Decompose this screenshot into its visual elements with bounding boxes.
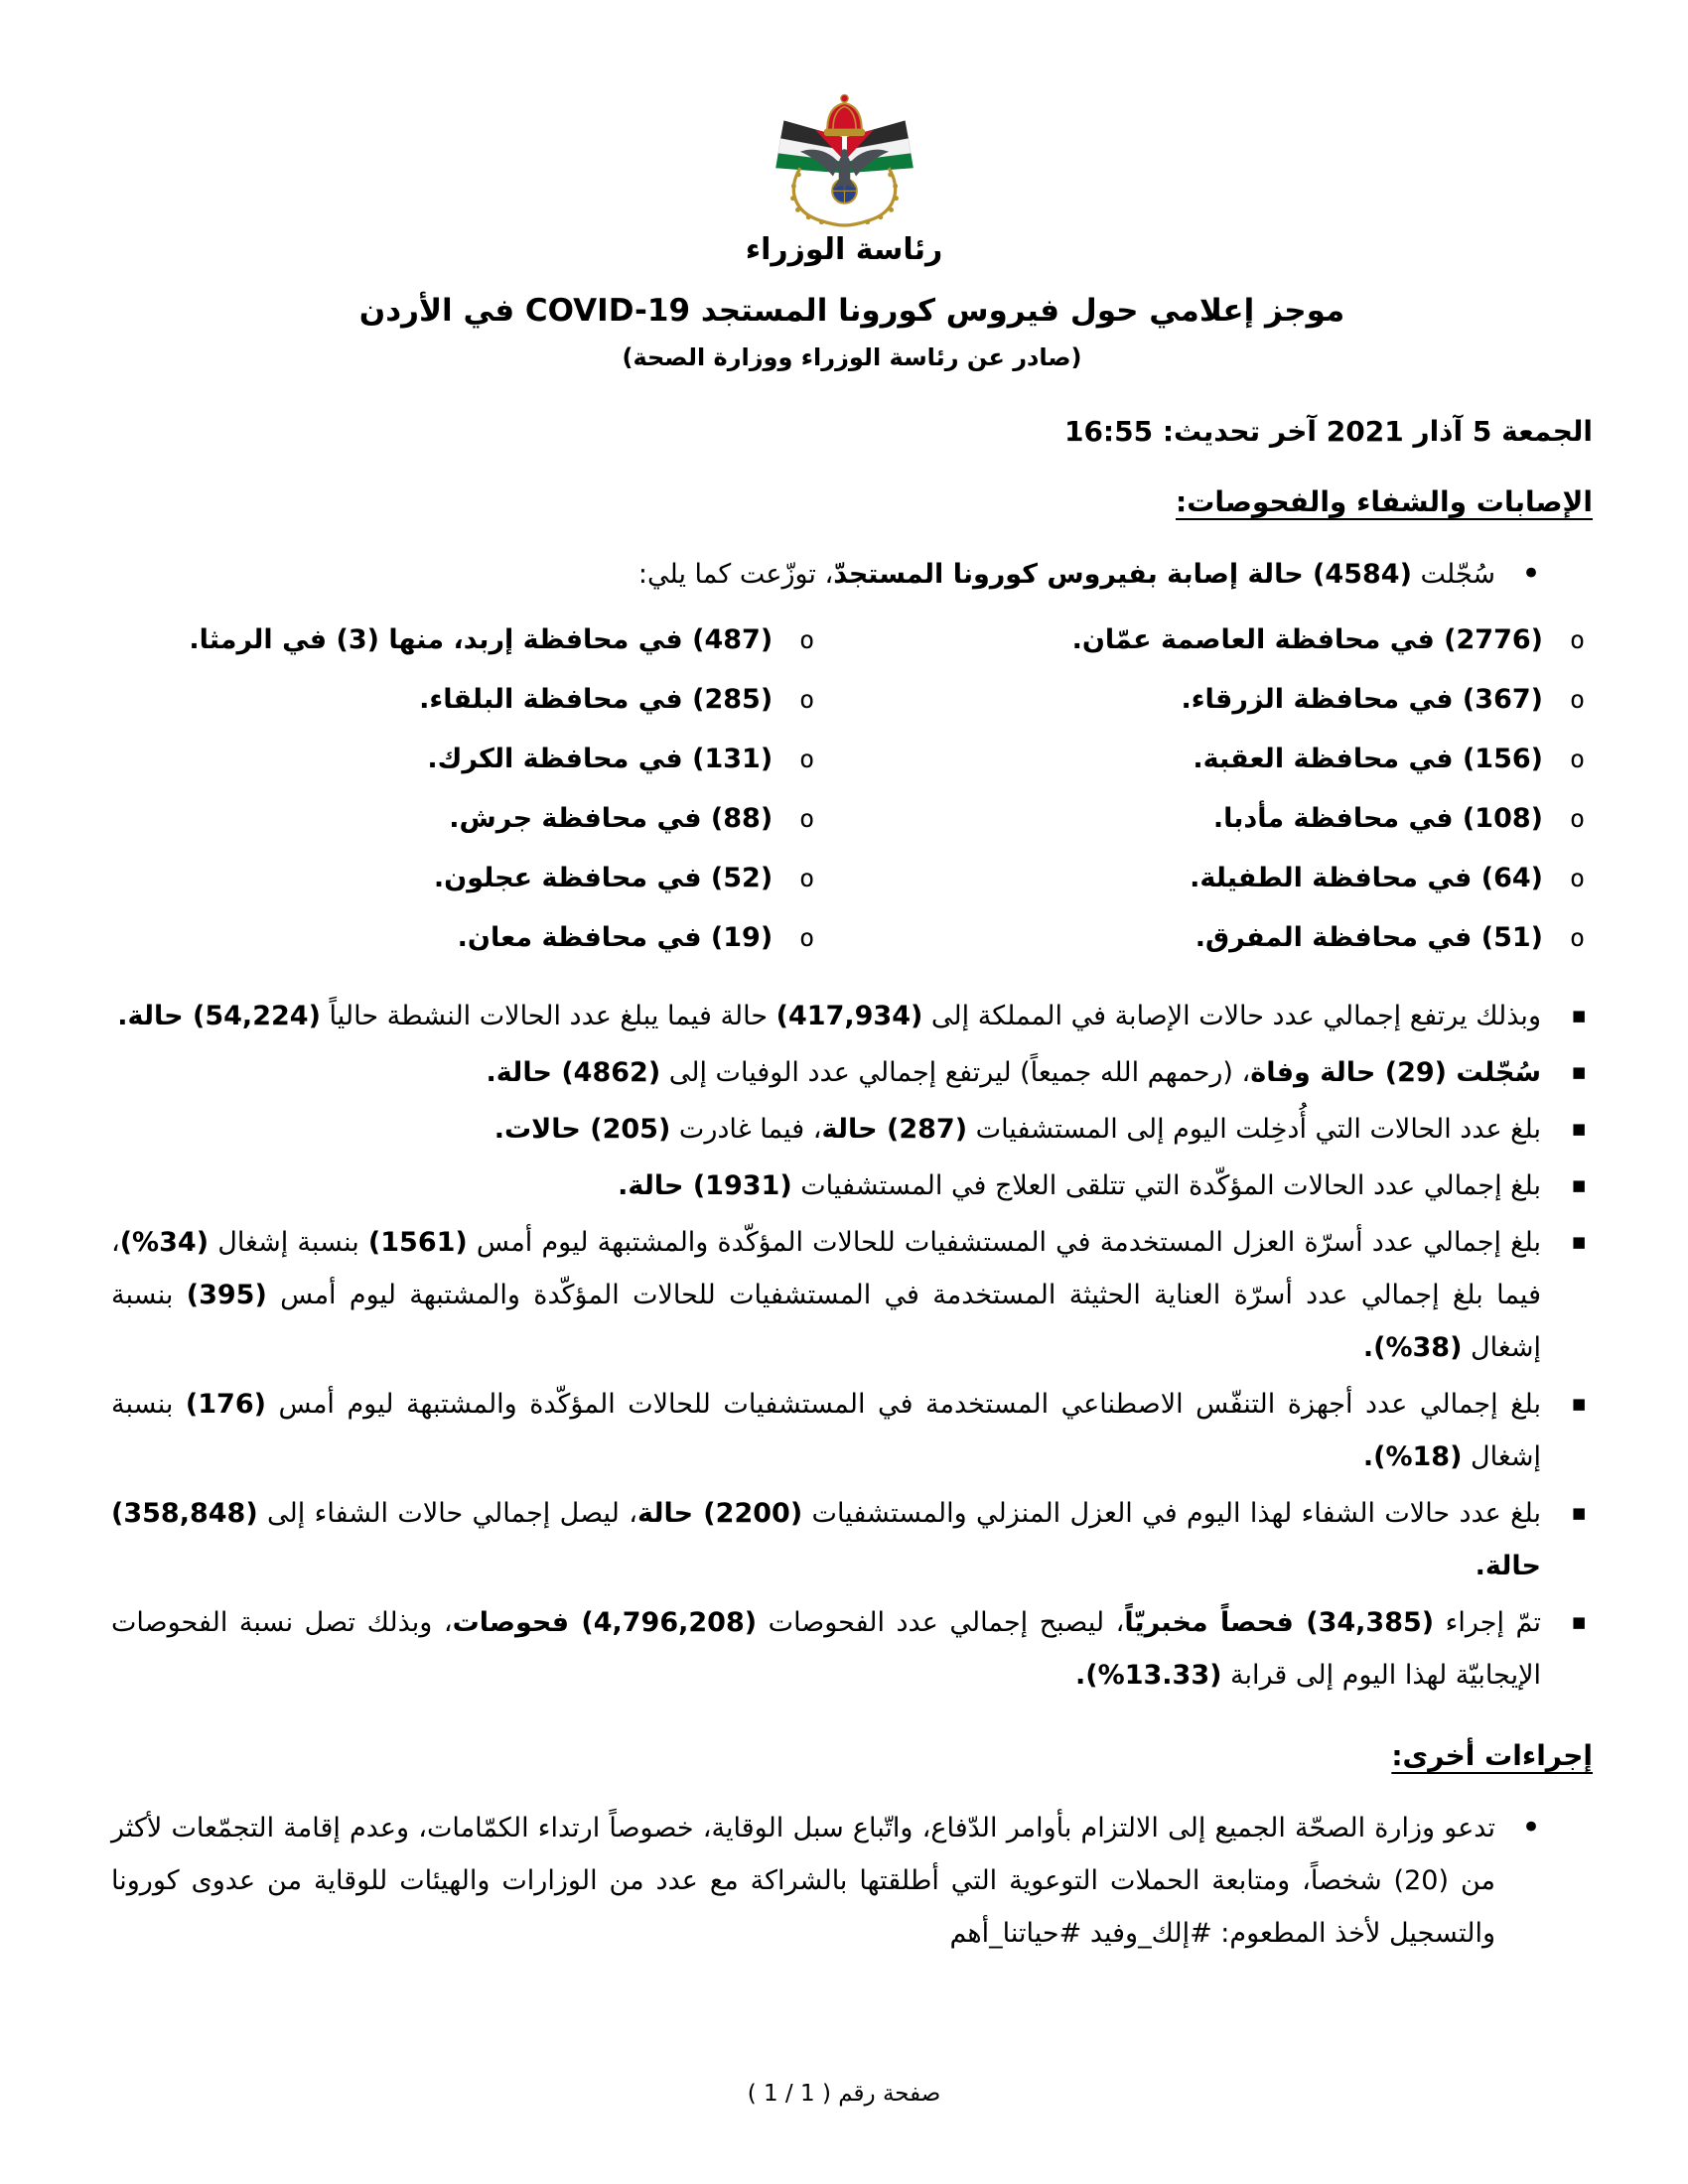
governorate-text: (88) في محافظة جرش.: [449, 803, 774, 834]
governorate-item: [822, 908, 1593, 968]
governorate-text: (131) في محافظة الكرك.: [427, 744, 774, 774]
stat-text: بلغ عدد حالات الشفاء لهذا اليوم في العزل المنزلي والمستشفيات (2200) حالة، ليصل إجمالي حالات الشفاء إلى (358,848) حالة.: [111, 1498, 1541, 1581]
jordan-coat-of-arms-icon: [763, 89, 926, 230]
intro-bullet: [111, 548, 1593, 601]
circle-bullet-icon: o: [1569, 625, 1585, 654]
other-bullet: [111, 1802, 1593, 1960]
governorate-item: [822, 611, 1593, 670]
governorate-item: [111, 849, 822, 908]
governorate-text: (19) في محافظة معان.: [457, 922, 774, 953]
square-bullet-icon: ▪: [1571, 1609, 1587, 1635]
governorate-item: [111, 611, 822, 670]
square-bullet-icon: ▪: [1571, 1003, 1587, 1028]
other-section-heading: إجراءات أخرى:: [1391, 1739, 1593, 1772]
round-bullet-icon: •: [1520, 1808, 1541, 1847]
square-bullet-icon: ▪: [1571, 1172, 1587, 1198]
other-bullet-text: تدعو وزارة الصحّة الجميع إلى الالتزام بأوامر الدّفاع، واتّباع سبل الوقاية، خصوصاً ارتداء الكمّامات، وعدم إقامة التجمّعات لأكثر من (20) شخصاً، ومتابعة الحملات التوعوية التي أطلقتها بالشراكة مع عدد من الوزارات والهيئات للوقاية من عدوى كورونا والتسجيل لأخذ المطعوم: #إلك_وفيد #حياتنا_أهم: [111, 1813, 1495, 1949]
circle-bullet-icon: o: [799, 923, 815, 952]
logo-block: [0, 0, 1688, 267]
stat-item-deaths: [111, 1046, 1593, 1099]
governorate-item: [111, 670, 822, 730]
stat-text: بلغ عدد الحالات التي أُدخِلت اليوم إلى المستشفيات (287) حالة، فيما غادرت (205) حالات.: [493, 1114, 1541, 1145]
circle-bullet-icon: o: [1569, 864, 1585, 892]
pm-calligraphy-text: رئاسة الوزراء: [745, 232, 943, 267]
governorate-text: (156) في محافظة العقبة.: [1193, 744, 1543, 774]
stat-text: تمّ إجراء (34,385) فحصاً مخبريّاً، ليصبح إجمالي عدد الفحوصات (4,796,208) فحوصات، وبذلك تصل نسبة الفحوصات الإيجابيّة لهذا اليوم إلى قرابة (13.33%).: [111, 1607, 1542, 1691]
governorate-item: [822, 849, 1593, 908]
circle-bullet-icon: o: [1569, 685, 1585, 714]
stat-text: بلغ إجمالي عدد الحالات المؤكّدة التي تتلقى العلاج في المستشفيات (1931) حالة.: [618, 1170, 1541, 1201]
stat-text: بلغ إجمالي عدد أسرّة العزل المستخدمة في المستشفيات للحالات المؤكّدة والمشتبهة ليوم أمس (1561) بنسبة إشغال (34%)، فيما بلغ إجمالي عدد أسرّة العناية الحثيثة المستخدمة في المستشفيات للحالات المؤكّدة والمشتبهة ليوم أمس (395) بنسبة إشغال (38%).: [111, 1227, 1541, 1363]
square-bullet-icon: ▪: [1571, 1059, 1587, 1085]
governorate-text: (2776) في محافظة العاصمة عمّان.: [1071, 624, 1543, 655]
stat-text: وبذلك يرتفع إجمالي عدد حالات الإصابة في المملكة إلى (417,934) حالة فيما يبلغ عدد الحالات النشطة حالياً (54,224) حالة.: [117, 1001, 1541, 1031]
date-line: الجمعة 5 آذار 2021 آخر تحديث: 16:55: [1063, 415, 1593, 448]
governorates-list: [111, 611, 1593, 968]
square-bullet-icon: ▪: [1571, 1391, 1587, 1417]
governorate-item: [111, 789, 822, 849]
stat-item-hospitalized: [111, 1160, 1593, 1212]
governorate-text: (108) في محافظة مأدبا.: [1212, 803, 1543, 834]
stats-section-heading: الإصابات والشفاء والفحوصات:: [1176, 485, 1593, 518]
governorate-item: [822, 789, 1593, 849]
governorate-item: [822, 670, 1593, 730]
stat-item-hospital-admissions: [111, 1103, 1593, 1156]
circle-bullet-icon: o: [799, 864, 815, 892]
stats-list: [111, 990, 1593, 1702]
stat-text: بلغ إجمالي عدد أجهزة التنفّس الاصطناعي المستخدمة في المستشفيات للحالات المؤكّدة والمشتبهة ليوم أمس (176) بنسبة إشغال (18%).: [111, 1389, 1541, 1472]
circle-bullet-icon: o: [799, 625, 815, 654]
square-bullet-icon: ▪: [1571, 1229, 1587, 1255]
governorate-text: (64) في محافظة الطفيلة.: [1190, 863, 1543, 893]
governorate-item: [111, 730, 822, 789]
document-subtitle: (صادر عن رئاسة الوزراء ووزارة الصحة): [622, 343, 1082, 371]
circle-bullet-icon: o: [799, 745, 815, 773]
stat-item-isolation-beds: [111, 1216, 1593, 1374]
document-title: موجز إعلامي حول فيروس كورونا المستجد COVID-19 في الأردن: [358, 293, 1345, 329]
intro-bullet-text: سُجّلت (4584) حالة إصابة بفيروس كورونا المستجدّ، توزّعت كما يلي:: [637, 559, 1495, 590]
circle-bullet-icon: o: [799, 685, 815, 714]
stat-item-total-cases: [111, 990, 1593, 1042]
governorate-text: (487) في محافظة إربد، منها (3) في الرمثا.: [189, 624, 774, 655]
circle-bullet-icon: o: [1569, 804, 1585, 833]
governorate-text: (367) في محافظة الزرقاء.: [1181, 684, 1543, 715]
document-content: [0, 293, 1688, 1960]
circle-bullet-icon: o: [799, 804, 815, 833]
governorate-item: [822, 730, 1593, 789]
square-bullet-icon: ▪: [1571, 1116, 1587, 1142]
governorate-text: (285) في محافظة البلقاء.: [419, 684, 774, 715]
stat-item-tests: [111, 1596, 1593, 1702]
stat-item-ventilators: [111, 1378, 1593, 1483]
stat-item-recoveries: [111, 1487, 1593, 1592]
stat-text: سُجّلت (29) حالة وفاة، (رحمهم الله جميعاً) ليرتفع إجمالي عدد الوفيات إلى (4862) حالة.: [486, 1057, 1541, 1088]
square-bullet-icon: ▪: [1571, 1500, 1587, 1526]
circle-bullet-icon: o: [1569, 923, 1585, 952]
circle-bullet-icon: o: [1569, 745, 1585, 773]
round-bullet-icon: •: [1520, 554, 1541, 594]
page-number: صفحة رقم ( 1 / 1 ): [747, 2081, 941, 2107]
governorate-item: [111, 908, 822, 968]
governorate-text: (51) في محافظة المفرق.: [1195, 922, 1543, 953]
governorate-text: (52) في محافظة عجلون.: [433, 863, 774, 893]
